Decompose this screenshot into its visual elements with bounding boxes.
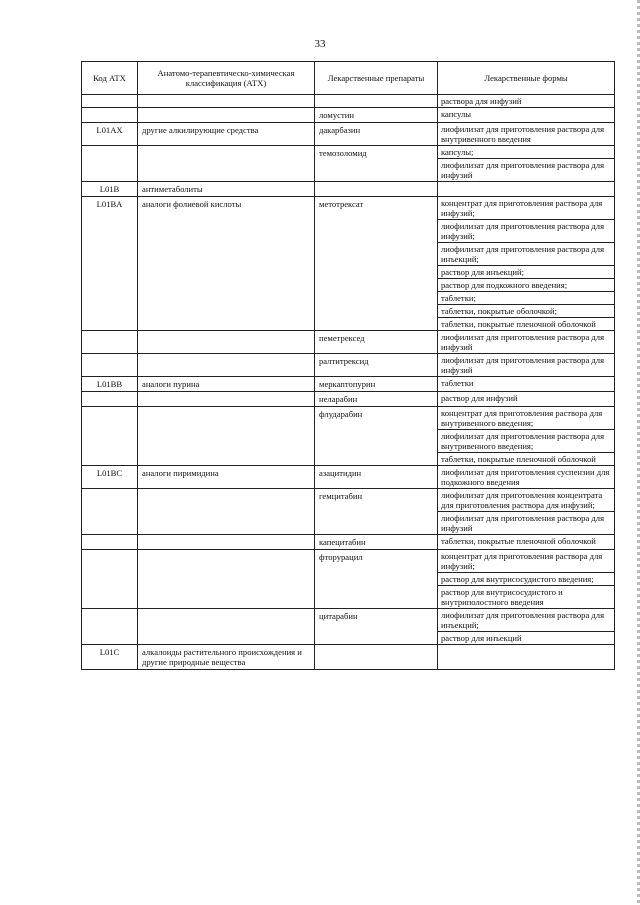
cell-drug: фторурацил [315, 550, 438, 609]
cell-drug: флударабин [315, 407, 438, 466]
dosage-form: таблетки, покрытые пленочной оболочкой [438, 452, 614, 465]
header-code: Код АТХ [82, 62, 138, 95]
dosage-form: таблетки, покрытые оболочкой; [438, 304, 614, 317]
cell-code [82, 354, 138, 377]
cell-drug [315, 645, 438, 670]
cell-code: L01B [82, 182, 138, 197]
table-row [82, 392, 615, 407]
header-atc: Анатомо-терапевтическо-химическая классификация (АТХ) [138, 62, 315, 95]
cell-atc: аналоги пурина [138, 377, 315, 392]
dosage-form: таблетки, покрытые пленочной оболочкой [438, 317, 614, 330]
cell-forms [438, 377, 615, 392]
cell-forms [438, 108, 615, 123]
table-row [82, 535, 615, 550]
cell-atc [138, 489, 315, 535]
table-row [82, 377, 615, 392]
cell-atc [138, 108, 315, 123]
cell-drug: капецитабин [315, 535, 438, 550]
cell-drug: азацитидин [315, 466, 438, 489]
cell-code [82, 535, 138, 550]
table-row [82, 489, 615, 535]
cell-code: L01AX [82, 123, 138, 146]
cell-atc [138, 95, 315, 108]
cell-forms [438, 182, 615, 197]
table-row [82, 331, 615, 354]
table-row [82, 95, 615, 108]
header-drugs: Лекарственные препараты [315, 62, 438, 95]
dosage-form: концентрат для приготовления раствора для инфузий; [441, 198, 603, 218]
cell-atc [138, 535, 315, 550]
dosage-form: лиофилизат для приготовления раствора для внутривенного введения [441, 124, 605, 144]
cell-code: L01BC [82, 466, 138, 489]
cell-forms [438, 354, 615, 377]
cell-forms [438, 95, 615, 108]
cell-atc [138, 331, 315, 354]
table-body [82, 95, 615, 670]
dosage-form: концентрат для приготовления раствора для инфузий; [441, 551, 603, 571]
cell-atc: антиметаболиты [138, 182, 315, 197]
cell-drug: пеметрексед [315, 331, 438, 354]
table-row [82, 354, 615, 377]
cell-atc: алкалоиды растительного происхождения и другие природные вещества [138, 645, 315, 670]
cell-atc [138, 609, 315, 645]
dosage-form [438, 645, 614, 657]
table-row [82, 407, 615, 466]
dosage-form: лиофилизат для приготовления концентрата для приготовления раствора для инфузий; [441, 490, 603, 510]
cell-drug: ломустин [315, 108, 438, 123]
cell-code: L01BB [82, 377, 138, 392]
cell-drug: неларабин [315, 392, 438, 407]
cell-code [82, 550, 138, 609]
dosage-form: раствор для инфузий [441, 393, 518, 403]
cell-forms [438, 466, 615, 489]
cell-forms [438, 331, 615, 354]
cell-drug [315, 95, 438, 108]
cell-code [82, 392, 138, 407]
dosage-form: лиофилизат для приготовления раствора для инфузий [438, 158, 614, 181]
dosage-form: капсулы [441, 109, 472, 119]
dosage-form: лиофилизат для приготовления раствора для инфузий [441, 355, 605, 375]
cell-code [82, 407, 138, 466]
cell-atc: другие алкилирующие средства [138, 123, 315, 146]
cell-code [82, 609, 138, 645]
cell-forms [438, 392, 615, 407]
dosage-form: таблетки, покрытые пленочной оболочкой [441, 536, 596, 546]
dosage-form: лиофилизат для приготовления раствора для инъекций; [438, 242, 614, 265]
cell-atc [138, 550, 315, 609]
cell-forms [438, 550, 615, 609]
dosage-form: концентрат для приготовления раствора для внутривенного введения; [441, 408, 603, 428]
cell-code [82, 489, 138, 535]
dosage-form: раствор для инъекций [438, 631, 614, 644]
cell-drug: метотрексат [315, 197, 438, 331]
dosage-form: раствор для инъекций; [438, 265, 614, 278]
table-row [82, 182, 615, 197]
cell-drug: цитарабин [315, 609, 438, 645]
cell-atc [138, 407, 315, 466]
cell-forms [438, 535, 615, 550]
dosage-form: лиофилизат для приготовления суспензии для подкожного введения [441, 467, 610, 487]
dosage-form: таблетки [441, 378, 474, 388]
cell-forms [438, 146, 615, 182]
cell-code: L01C [82, 645, 138, 670]
cell-code: L01BA [82, 197, 138, 331]
table-row [82, 108, 615, 123]
cell-forms [438, 609, 615, 645]
cell-atc [138, 354, 315, 377]
table-header-row [82, 62, 615, 95]
dosage-form: раствора для инфузий [441, 96, 522, 106]
cell-drug: гемцитабин [315, 489, 438, 535]
table-row [82, 466, 615, 489]
cell-forms [438, 407, 615, 466]
cell-code [82, 108, 138, 123]
table-row [82, 123, 615, 146]
header-forms: Лекарственные формы [438, 62, 615, 95]
atc-table [81, 61, 615, 670]
cell-code [82, 331, 138, 354]
page-number: 33 [314, 38, 326, 50]
table-row [82, 609, 615, 645]
cell-atc: аналоги фолиевой кислоты [138, 197, 315, 331]
cell-forms [438, 197, 615, 331]
dosage-form: лиофилизат для приготовления раствора для инъекций; [441, 610, 605, 630]
cell-drug: дакарбазин [315, 123, 438, 146]
cell-drug: меркаптопурин [315, 377, 438, 392]
dosage-form: лиофилизат для приготовления раствора для инфузий [441, 332, 605, 352]
dosage-form: лиофилизат для приготовления раствора для внутривенного введения; [438, 429, 614, 452]
cell-atc [138, 392, 315, 407]
cell-forms [438, 645, 615, 670]
cell-drug: ралтитрексид [315, 354, 438, 377]
cell-drug: темозоломид [315, 146, 438, 182]
dosage-form: лиофилизат для приготовления раствора для инфузий [438, 511, 614, 534]
dosage-form: раствор для подкожного введения; [438, 278, 614, 291]
dosage-form: капсулы; [441, 147, 474, 157]
table-row [82, 197, 615, 331]
cell-code [82, 95, 138, 108]
dosage-form: раствор для внутрисосудистого и внутриполостного введения [438, 585, 614, 608]
cell-atc [138, 146, 315, 182]
table-row [82, 146, 615, 182]
dosage-form: раствор для внутрисосудистого введения; [438, 572, 614, 585]
cell-forms [438, 123, 615, 146]
dosage-form [438, 182, 614, 194]
cell-forms [438, 489, 615, 535]
table-row [82, 645, 615, 670]
cell-code [82, 146, 138, 182]
cell-atc: аналоги пиримидина [138, 466, 315, 489]
table-row [82, 550, 615, 609]
dosage-form: лиофилизат для приготовления раствора для инфузий; [438, 219, 614, 242]
dosage-form: таблетки; [438, 291, 614, 304]
cell-drug [315, 182, 438, 197]
